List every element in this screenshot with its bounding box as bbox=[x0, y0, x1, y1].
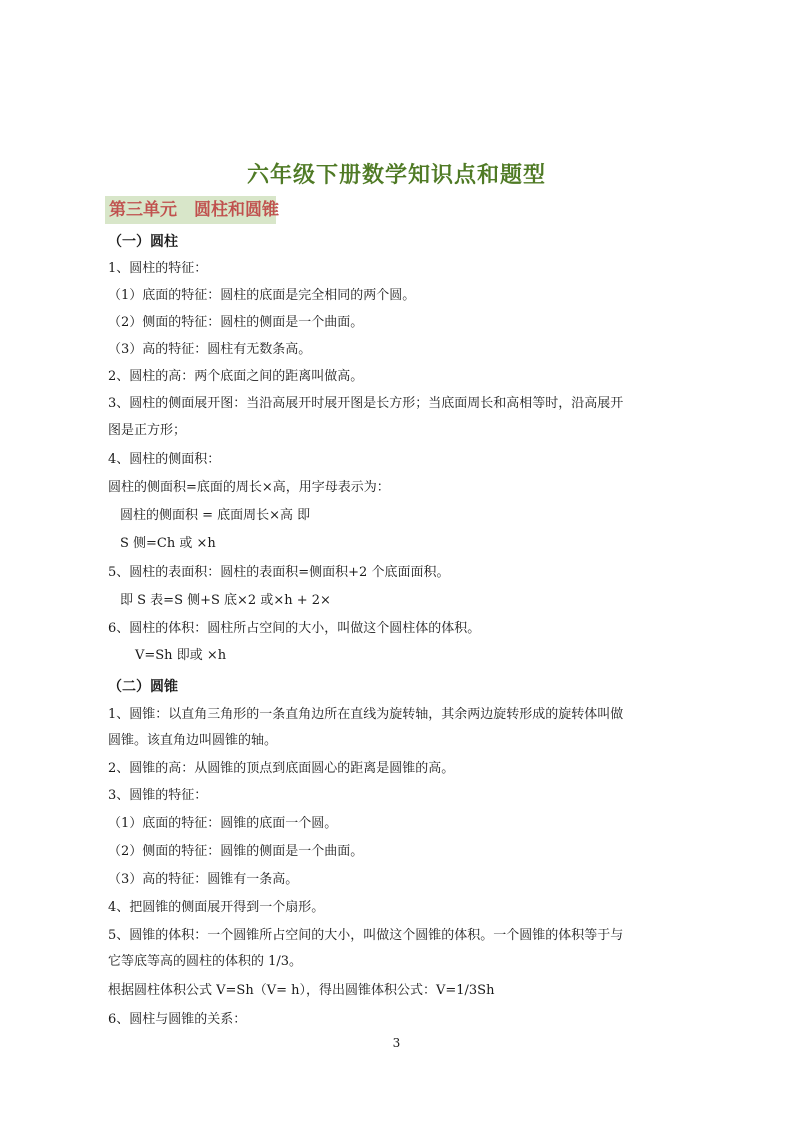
formula-line: 即 S 表=S 侧+S 底×2 或×h + 2× bbox=[120, 593, 331, 608]
text-line: （2）侧面的特征：圆柱的侧面是一个曲面。 bbox=[108, 315, 364, 330]
unit-heading: 第三单元 圆柱和圆锥 bbox=[105, 196, 276, 224]
text-line: 根据圆柱体积公式 V=Sh（V= h），得出圆锥体积公式：V=1/3Sh bbox=[108, 983, 495, 998]
section-heading-cone: （二）圆锥 bbox=[108, 679, 178, 695]
text-line: 圆锥。该直角边叫圆锥的轴。 bbox=[108, 733, 278, 748]
page-title: 六年级下册数学知识点和题型 bbox=[246, 163, 546, 188]
section-heading-cylinder: （一）圆柱 bbox=[108, 234, 178, 250]
formula-line: 圆柱的侧面积 = 底面周长×高 即 bbox=[120, 508, 311, 523]
text-line: 4、圆柱的侧面积： bbox=[108, 452, 221, 467]
text-line: 3、圆柱的侧面展开图：当沿高展开时展开图是长方形；当底面周长和高相等时，沿高展开 bbox=[108, 396, 624, 411]
text-line: （3）高的特征：圆柱有无数条高。 bbox=[108, 342, 312, 357]
formula-line: V=Sh 即或 ×h bbox=[135, 648, 227, 663]
text-line: 1、圆锥：以直角三角形的一条直角边所在直线为旋转轴，其余两边旋转形成的旋转体叫做 bbox=[108, 707, 624, 722]
text-line: 6、圆柱与圆锥的关系： bbox=[108, 1012, 247, 1027]
text-line: 6、圆柱的体积：圆柱所占空间的大小，叫做这个圆柱体的体积。 bbox=[108, 621, 481, 636]
text-line: 它等底等高的圆柱的体积的 1/3。 bbox=[108, 954, 303, 969]
text-line: 圆柱的侧面积=底面的周长×高，用字母表示为： bbox=[108, 480, 390, 495]
text-line: （3）高的特征：圆锥有一条高。 bbox=[108, 872, 299, 887]
text-line: 3、圆锥的特征： bbox=[108, 788, 208, 803]
text-line: 2、圆锥的高：从圆锥的顶点到底面圆心的距离是圆锥的高。 bbox=[108, 761, 455, 776]
text-line: （1）底面的特征：圆柱的底面是完全相同的两个圆。 bbox=[108, 288, 416, 303]
text-line: 图是正方形； bbox=[108, 423, 187, 438]
text-line: 4、把圆锥的侧面展开得到一个扇形。 bbox=[108, 900, 325, 915]
formula-line: S 侧=Ch 或 ×h bbox=[120, 536, 216, 551]
text-line: 1、圆柱的特征： bbox=[108, 261, 208, 276]
text-line: （2）侧面的特征：圆锥的侧面是一个曲面。 bbox=[108, 844, 364, 859]
text-line: 5、圆柱的表面积：圆柱的表面积=侧面积+2 个底面面积。 bbox=[108, 565, 450, 580]
page-number: 3 bbox=[392, 1036, 401, 1050]
text-line: 2、圆柱的高：两个底面之间的距离叫做高。 bbox=[108, 369, 364, 384]
text-line: （1）底面的特征：圆锥的底面一个圆。 bbox=[108, 816, 338, 831]
text-line: 5、圆锥的体积：一个圆锥所占空间的大小，叫做这个圆锥的体积。一个圆锥的体积等于与 bbox=[108, 928, 624, 943]
